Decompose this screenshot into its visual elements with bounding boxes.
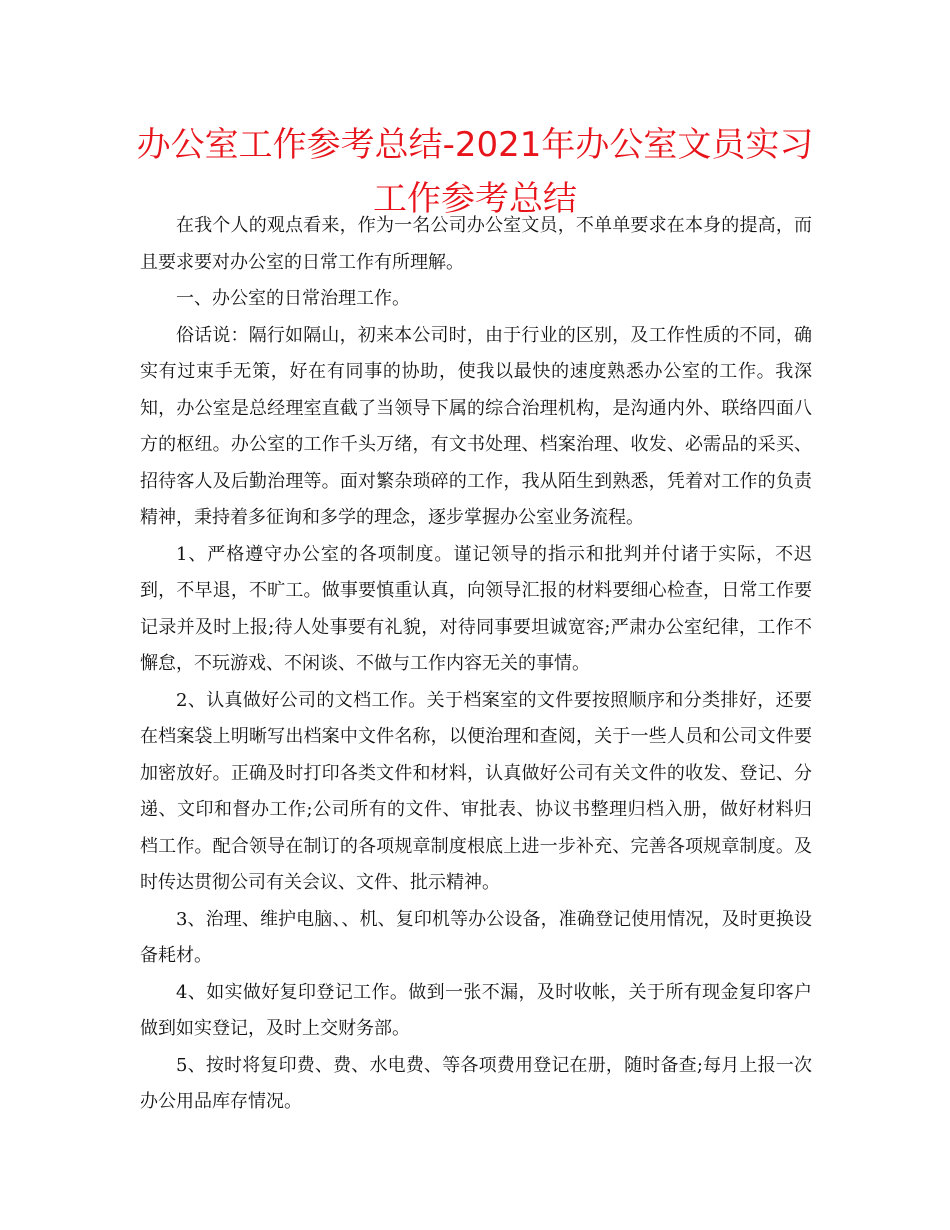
paragraph-intro: 在我个人的观点看来，作为一名公司办公室文员，不单单要求在本身的提高，而且要求要对办公室的日常工作有所理解。 bbox=[140, 215, 812, 273]
document-title: 办公室工作参考总结-2021年办公室文员实习工作参考总结 bbox=[136, 125, 814, 219]
section-heading: 一、办公室的日常治理工作。 bbox=[176, 288, 410, 309]
list-item: 4、如实做好复印登记工作。做到一张不漏，及时收帐，关于所有现金复印客户做到如实登记，及时上交财务部。 bbox=[140, 981, 812, 1039]
list-item: 5、按时将复印费、费、水电费、等各项费用登记在册，随时备查;每月上报一次办公用品库存情况。 bbox=[140, 1054, 812, 1112]
document-body bbox=[140, 208, 812, 1121]
list-item: 3、治理、维护电脑、、机、复印机等办公设备，准确登记使用情况，及时更换设备耗材。 bbox=[140, 908, 812, 966]
list-item: 2、认真做好公司的文档工作。关于档案室的文件要按照顺序和分类排好，还要在档案袋上明晰写出档案中文件名称，以便治理和查阅，关于一些人员和公司文件要加密放好。正确及时打印各类文件和材料，认真做好公司有关文件的收发、登记、分递、文印和督办工作;公司所有的文件、审批表、协议书整理归档入册，做好材料归档工作。配合领导在制订的各项规章制度根底上进一步补充、完善各项规章制度。及时传达贯彻公司有关会议、文件、批示精神。 bbox=[140, 689, 812, 893]
list-item: 1、严格遵守办公室的各项制度。谨记领导的指示和批判并付诸于实际，不迟到，不早退，不旷工。做事要慎重认真，向领导汇报的材料要细心检查，日常工作要记录并及时上报;待人处事要有礼貌，对待同事要坦诚宽容;严肃办公室纪律，工作不懈怠，不玩游戏、不闲谈、不做与工作内容无关的事情。 bbox=[140, 543, 812, 674]
paragraph: 俗话说：隔行如隔山，初来本公司时，由于行业的区别，及工作性质的不同，确实有过束手无策，好在有同事的协助，使我以最快的速度熟悉办公室的工作。我深知，办公室是总经理室直截了当领导下属的综合治理机构，是沟通内外、联络四面八方的枢纽。办公室的工作千头万绪，有文书处理、档案治理、收发、必需品的采买、招待客人及后勤治理等。面对繁杂琐碎的工作，我从陌生到熟悉，凭着对工作的负责精神，秉持着多征询和多学的理念，逐步掌握办公室业务流程。 bbox=[140, 324, 812, 528]
